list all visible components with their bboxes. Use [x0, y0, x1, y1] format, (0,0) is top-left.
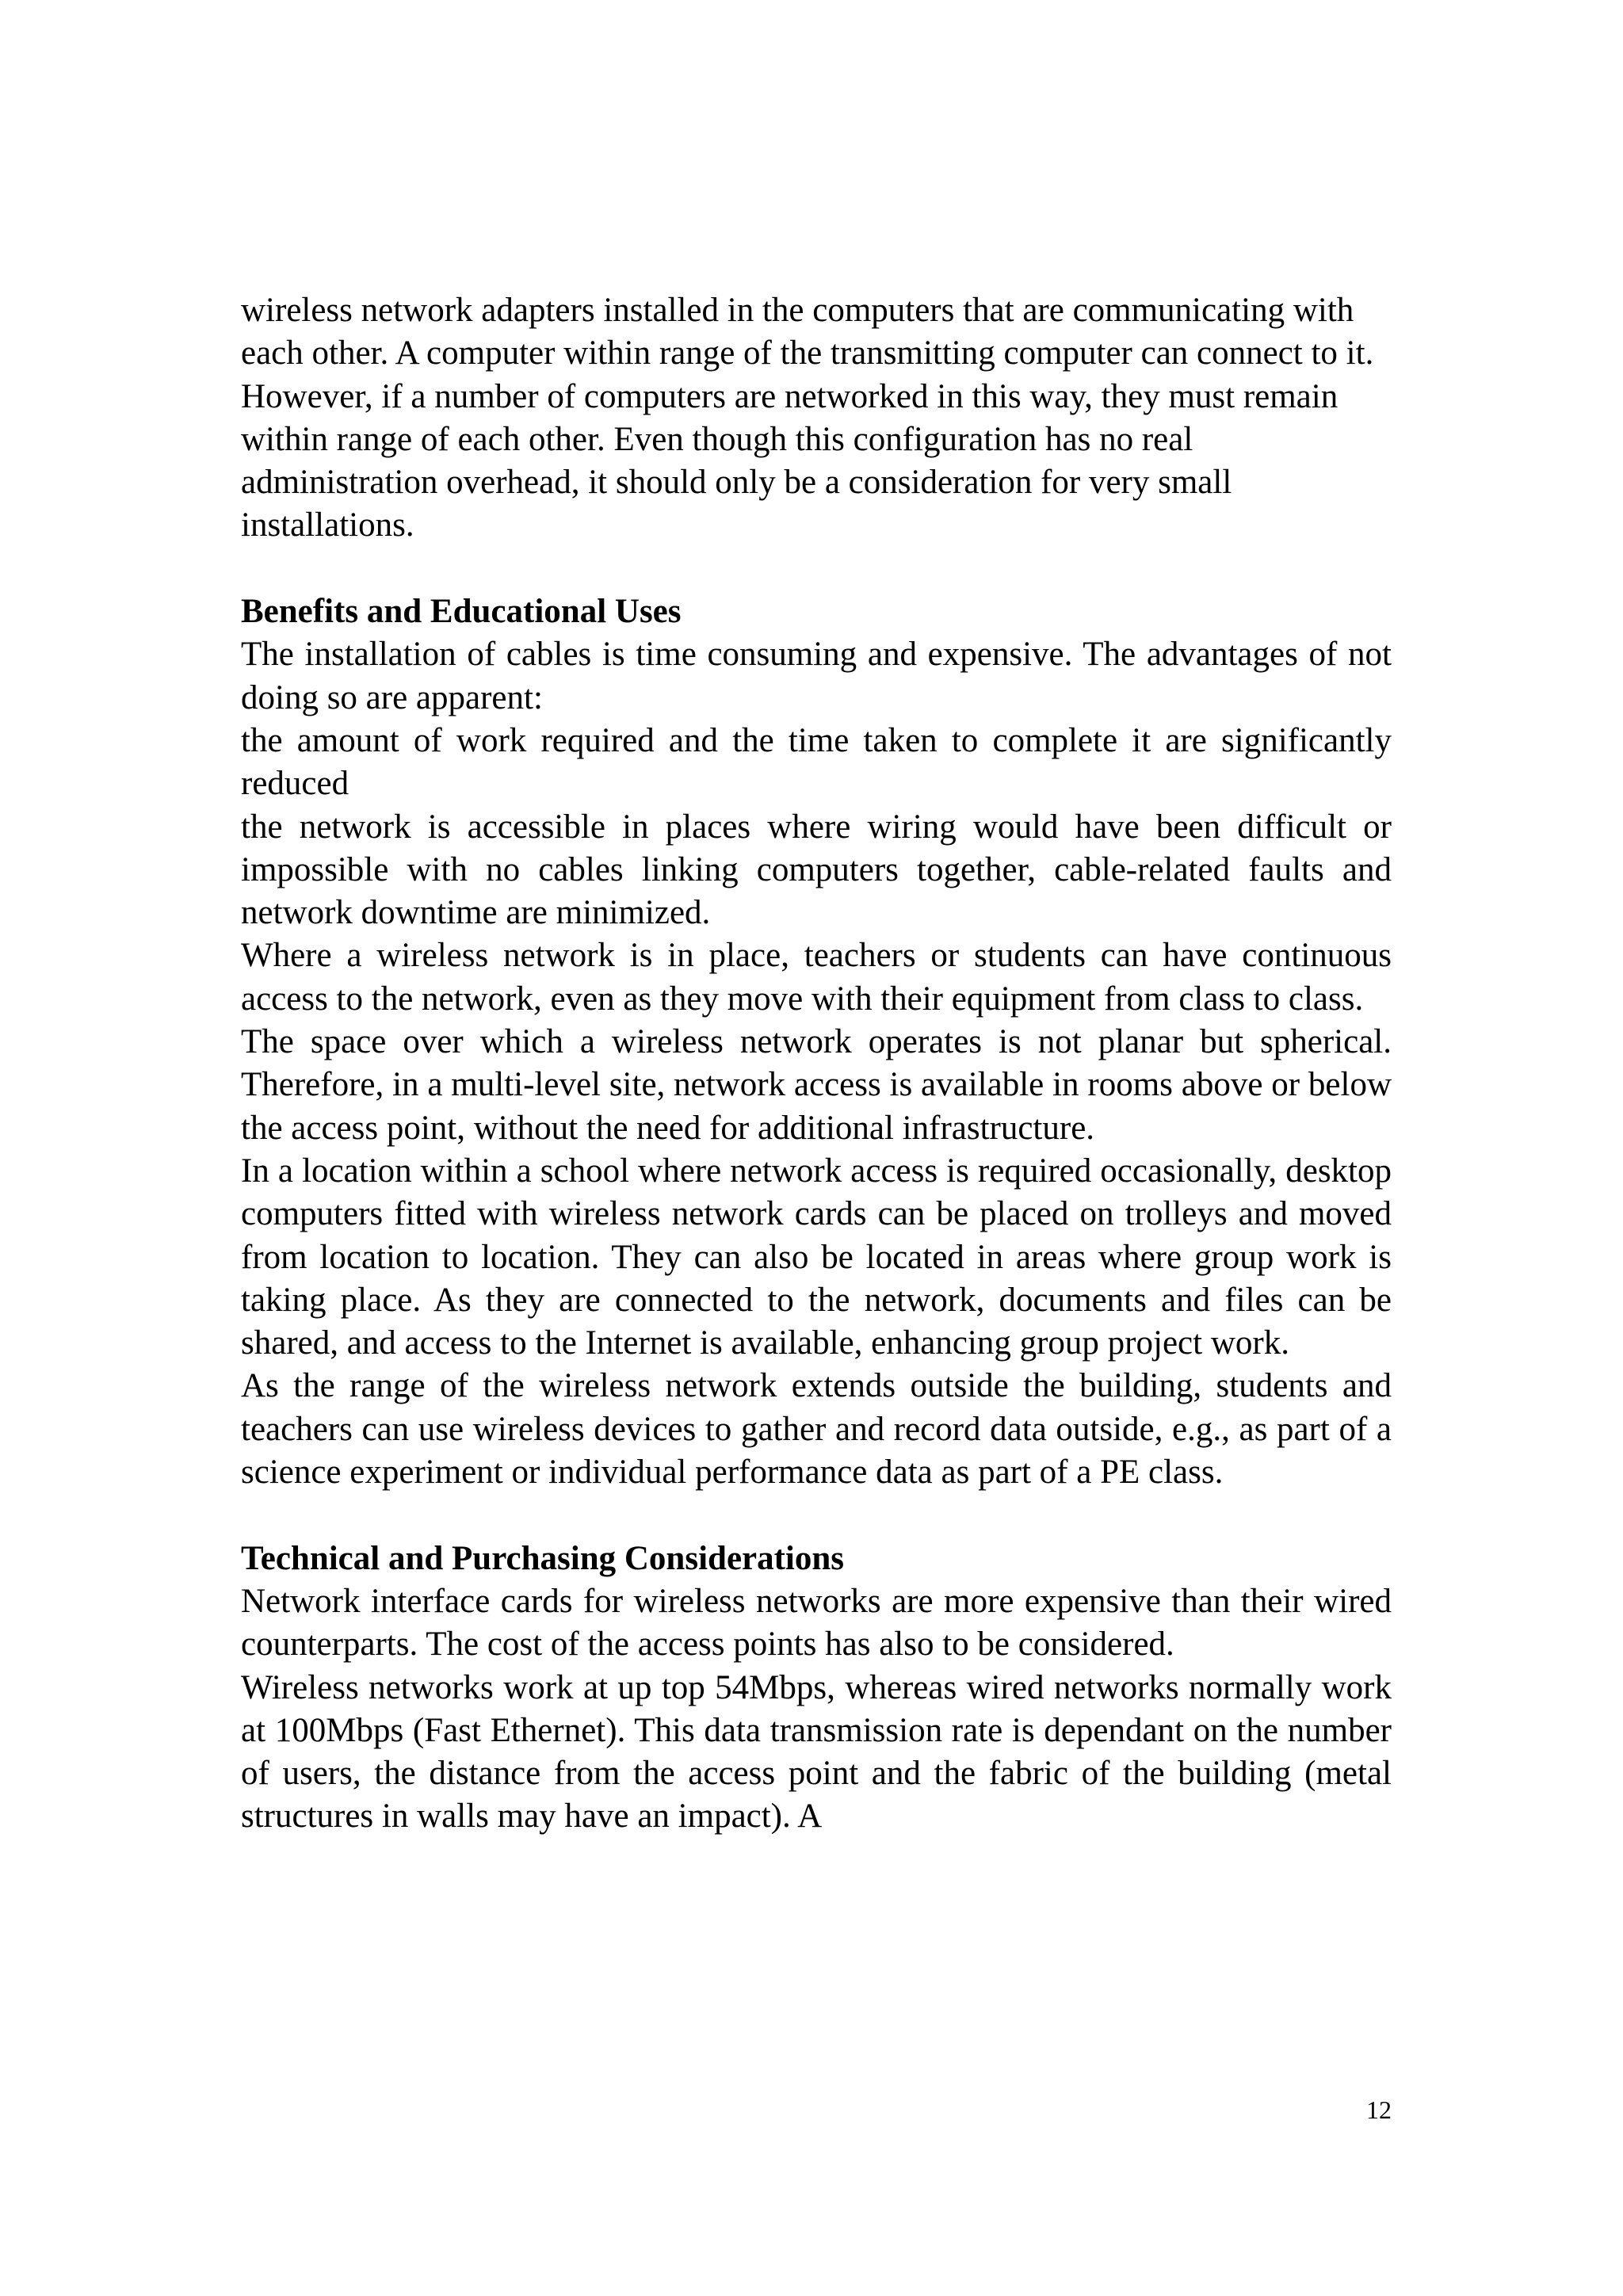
benefits-paragraph: The space over which a wireless network operates is not planar but spherical. Therefore, in a multi-level site, network access is available in rooms above or below the access point, without the need for additional infrastructure. — [241, 1023, 1392, 1147]
page-number: 12 — [1366, 2095, 1392, 2124]
benefits-paragraph: Where a wireless network is in place, teachers or students can have continuous access to the network, even as they move with their equipment from class to class. — [241, 937, 1392, 1018]
technical-paragraph: Wireless networks work at up top 54Mbps, whereas wired networks normally work at 100Mbps (Fast Ethernet). This data transmission rate is dependant on the number of users, the distance from the access point and the fabric of the building (metal structures in walls may have an impact). A — [241, 1668, 1392, 1836]
section-spacer — [241, 548, 1392, 590]
benefits-paragraph: the network is accessible in places where wiring would have been difficult or impossible with no cables linking computers together, cable-related faults and network downtime are minimized. — [241, 808, 1392, 932]
benefits-paragraph: In a location within a school where network access is required occasionally, desktop computers fitted with wireless network cards can be placed on trolleys and moved from location to location. They can also be located in areas where group work is taking place. As they are connected to the network, documents and files can be shared, and access to the Internet is available, enhancing group project work. — [241, 1152, 1392, 1362]
section-spacer — [241, 1494, 1392, 1537]
intro-paragraph: wireless network adapters installed in the computers that are communicating with each other. A computer within range of the transmitting computer can connect to it. However, if a number of computers are networked in this way, they must remain within range of each other. Even though this configuration has no real administration overhead, it should only be a consideration for very small installations. — [241, 292, 1374, 544]
benefits-paragraph: the amount of work required and the time taken to complete it are significantly reduced — [241, 721, 1392, 803]
technical-heading: Technical and Purchasing Considerations — [241, 1539, 845, 1577]
benefits-paragraph: As the range of the wireless network extends outside the building, students and teachers can use wireless devices to gather and record data outside, e.g., as part of a science experiment or individual performance data as part of a PE class. — [241, 1367, 1392, 1492]
document-body — [241, 289, 1392, 1839]
technical-paragraph: Network interface cards for wireless networks are more expensive than their wired counterparts. The cost of the access points has also to be considered. — [241, 1582, 1392, 1664]
benefits-paragraph: The installation of cables is time consuming and expensive. The advantages of not doing so are apparent: — [241, 636, 1392, 716]
benefits-heading: Benefits and Educational Uses — [241, 593, 682, 631]
